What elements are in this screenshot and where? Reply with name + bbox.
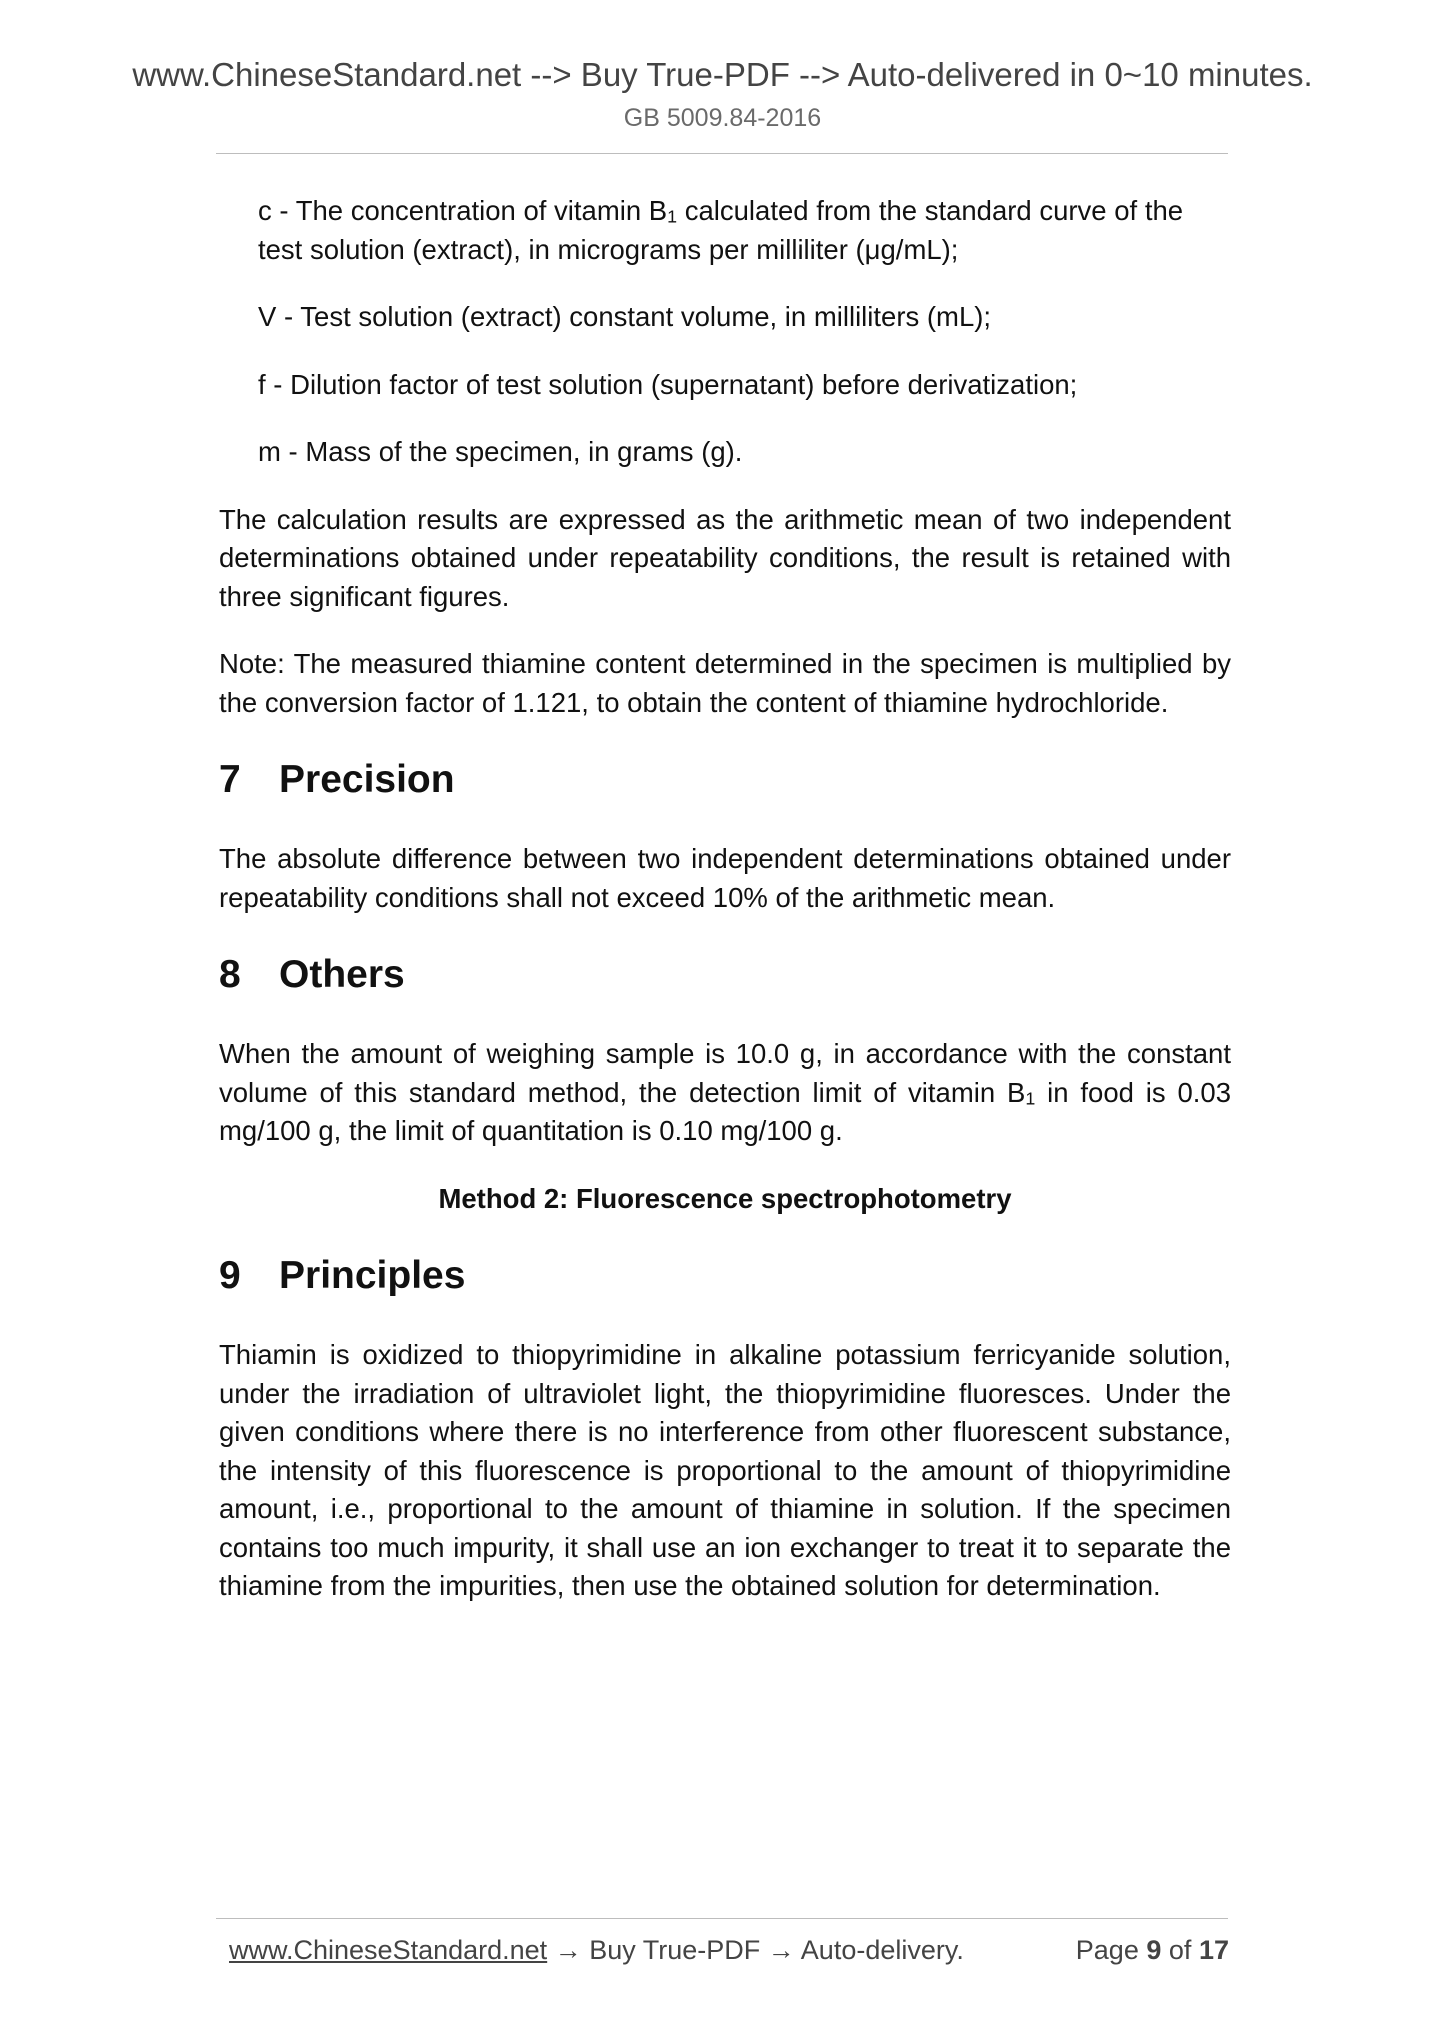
- header-divider: [216, 153, 1228, 154]
- definition-c: [219, 192, 1231, 269]
- section-number: 7: [219, 758, 241, 801]
- others-text: When the amount of weighing sample is 10.0 g, in accordance with the constant volume of this standard method, the detection limit of vitamin B: [219, 1038, 1231, 1108]
- definition-v: V - Test solution (extract) constant volume, in milliliters (mL);: [258, 301, 992, 332]
- footer-buy-link[interactable]: Buy True-PDF: [589, 1935, 761, 1965]
- footer-delivery-text: Auto-delivery.: [800, 1935, 964, 1965]
- section-title: Others: [279, 953, 405, 996]
- arrow-icon: →: [767, 1935, 795, 1965]
- section-number: 9: [219, 1254, 241, 1297]
- calculation-result-paragraph: The calculation results are expressed as the arithmetic mean of two independent determinations obtained under repeatability conditions, the result is retained with three significant figures.: [219, 503, 1231, 612]
- definition-c-text-cont: calculated from the standard curve of the test solution (extract), in micrograms per milliliter (μg/mL);: [258, 195, 1184, 265]
- section-title: Principles: [279, 1254, 466, 1297]
- arrow-icon: →: [554, 1935, 582, 1965]
- page-indicator: [1076, 1935, 1229, 1966]
- page-of: of: [1168, 1935, 1192, 1965]
- page-current: 9: [1146, 1935, 1162, 1965]
- definition-m: m - Mass of the specimen, in grams (g).: [258, 436, 743, 467]
- definition-f: f - Dilution factor of test solution (supernatant) before derivatization;: [258, 368, 1078, 400]
- section-number: 8: [219, 953, 241, 996]
- footer-site-link[interactable]: www.ChineseStandard.net: [229, 1935, 548, 1965]
- footer-divider: [216, 1918, 1228, 1919]
- footer: [229, 1935, 1229, 1966]
- section-heading-others: [219, 951, 1231, 999]
- precision-paragraph: The absolute difference between two independent determinations obtained under repeatability conditions shall not exceed 10% of the arithmetic mean.: [219, 843, 1231, 913]
- subscript: 1: [1025, 1088, 1036, 1109]
- standard-number: GB 5009.84-2016: [623, 104, 822, 132]
- section-title: Precision: [279, 758, 455, 801]
- others-paragraph: [219, 1035, 1231, 1151]
- section-heading-precision: [219, 756, 1231, 804]
- page-label: Page: [1075, 1935, 1139, 1965]
- page-total: 17: [1198, 1935, 1229, 1965]
- header-banner: www.ChineseStandard.net --> Buy True-PDF --> Auto-delivered in 0~10 minutes.: [132, 56, 1313, 93]
- definition-c-text: c - The concentration of vitamin B: [258, 195, 668, 226]
- others-text-cont: in food is 0.03 mg/100 g, the limit of quantitation is 0.10 mg/100 g.: [219, 1076, 1231, 1146]
- subscript: 1: [667, 206, 678, 227]
- section-heading-principles: [219, 1252, 1231, 1300]
- note-paragraph: Note: The measured thiamine content determined in the specimen is multiplied by the conversion factor of 1.121, to obtain the content of thiamine hydrochloride.: [219, 648, 1231, 718]
- page-content: [219, 192, 1231, 1635]
- principles-paragraph: Thiamin is oxidized to thiopyrimidine in alkaline potassium ferricyanide solution, under the irradiation of ultraviolet light, the thiopyrimidine fluoresces. Under the given conditions where there is no interference from other fluorescent substance, the intensity of this fluorescence is proportional to the amount of thiopyrimidine amount, i.e., proportional to the amount of thiamine in solution. If the specimen contains too much impurity, it shall use an ion exchanger to treat it to separate the thiamine from the impurities, then use the obtained solution for determination.: [219, 1339, 1231, 1601]
- method-title: Method 2: Fluorescence spectrophotometry: [438, 1182, 1012, 1214]
